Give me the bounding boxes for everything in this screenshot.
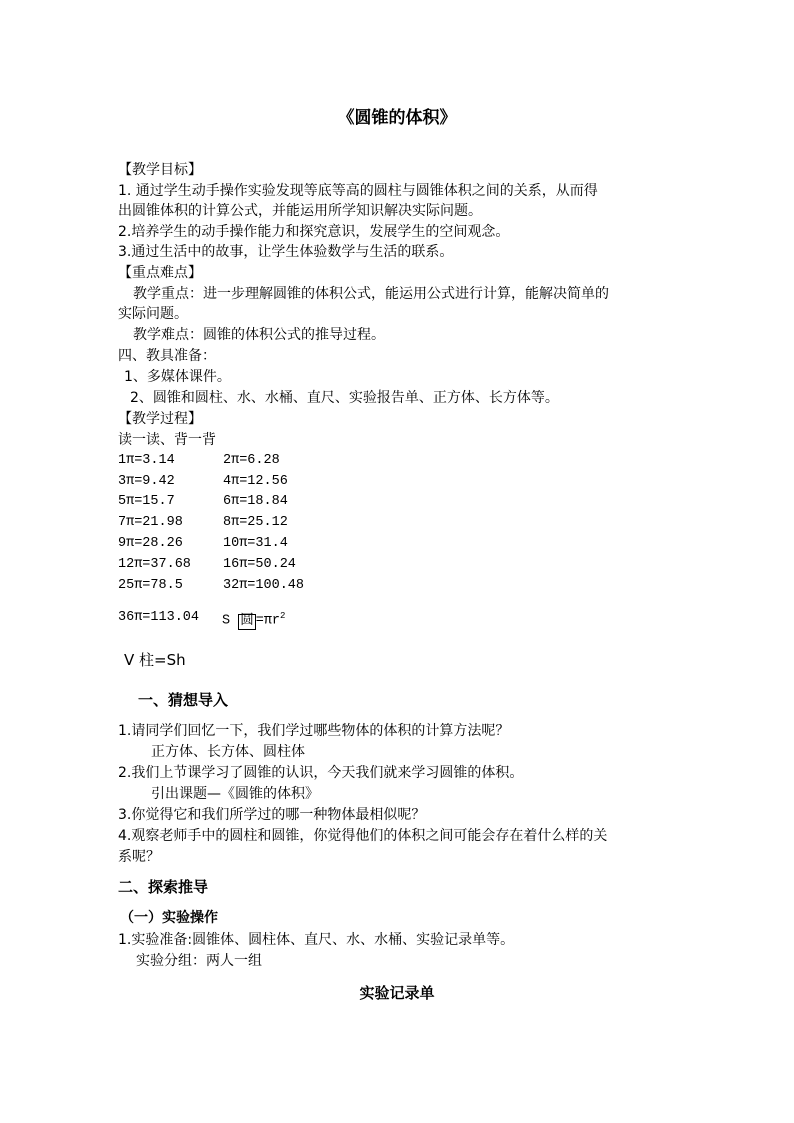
pi-cell: 16π=50.24 <box>223 557 296 572</box>
key-points-heading: 【重点难点】 <box>118 265 202 281</box>
materials-heading: 四、教具准备： <box>118 348 216 364</box>
pi-cell: 10π=31.4 <box>223 536 288 551</box>
objective-3: 3.通过生活中的故事，让学生体验数学与生活的联系。 <box>118 244 454 260</box>
section-1-answer-2: 引出课题—《圆锥的体积》 <box>151 786 319 802</box>
area-formula-exponent: 2 <box>280 611 286 621</box>
pi-cell: 1π=3.14 <box>118 453 175 468</box>
focus-line-1: 教学重点：进一步理解圆锥的体积公式，能运用公式进行计算，能解决简单的 <box>133 286 609 302</box>
pi-cell: 5π=15.7 <box>118 494 175 509</box>
pi-cell: 6π=18.84 <box>223 494 288 509</box>
cylinder-volume-formula: V 柱=Sh <box>124 651 186 669</box>
recite-label: 读一读、背一背 <box>118 432 216 448</box>
section-1-question-4-line-2: 系呢？ <box>118 849 160 865</box>
pi-cell: 25π=78.5 <box>118 578 183 593</box>
section-2-group: 实验分组：两人一组 <box>136 953 262 969</box>
section-2-subheading: （一）实验操作 <box>120 910 218 926</box>
objective-1-line-2: 出圆锥体积的计算公式，并能运用所学知识解决实际问题。 <box>118 203 482 219</box>
pi-cell: 2π=6.28 <box>223 453 280 468</box>
pi-cell: 7π=21.98 <box>118 515 183 530</box>
section-2-prep: 1.实验准备:圆锥体、圆柱体、直尺、水、水桶、实验记录单等。 <box>118 932 515 948</box>
process-heading: 【教学过程】 <box>118 411 202 427</box>
document-title: 《圆锥的体积》 <box>337 108 457 128</box>
focus-line-2: 实际问题。 <box>118 306 188 322</box>
pi-cell: 3π=9.42 <box>118 474 175 489</box>
area-formula-rest: =πr <box>255 613 281 629</box>
area-formula-boxed-char: 圆 <box>240 613 254 629</box>
section-1-answer-1: 正方体、长方体、圆柱体 <box>151 744 305 760</box>
pi-cell: 8π=25.12 <box>223 515 288 530</box>
section-1-question-3: 3.你觉得它和我们所学过的哪一种物体最相似呢？ <box>118 807 426 823</box>
pi-cell: 12π=37.68 <box>118 557 191 572</box>
section-1-question-1: 1.请同学们回忆一下，我们学过哪些物体的体积的计算方法呢？ <box>118 723 510 739</box>
pi-cell: 32π=100.48 <box>223 578 305 593</box>
section-1-question-4-line-1: 4.观察老师手中的圆柱和圆锥，你觉得他们的体积之间可能会存在着什么样的关 <box>118 828 608 844</box>
area-formula-s: S <box>222 613 231 629</box>
record-sheet-title: 实验记录单 <box>359 984 435 1002</box>
objective-2: 2.培养学生的动手操作能力和探究意识，发展学生的空间观念。 <box>118 224 510 240</box>
pi-cell: 4π=12.56 <box>223 474 288 489</box>
section-2-heading: 二、探索推导 <box>118 878 209 896</box>
objectives-heading: 【教学目标】 <box>118 162 202 178</box>
materials-item-1: 1、多媒体课件。 <box>124 369 231 385</box>
section-1-question-2: 2.我们上节课学习了圆锥的认识，今天我们就来学习圆锥的体积。 <box>118 765 524 781</box>
section-1-heading: 一、猜想导入 <box>138 691 229 709</box>
difficulty-line: 教学难点：圆锥的体积公式的推导过程。 <box>133 327 385 343</box>
pi-cell: 9π=28.26 <box>118 536 183 551</box>
pi-cell-last: 36π=113.04 <box>118 610 200 625</box>
area-formula <box>222 606 285 632</box>
objective-1-line-1: 1. 通过学生动手操作实验发现等底等高的圆柱与圆锥体积之间的关系，从而得 <box>118 183 598 199</box>
materials-item-2: 2、圆锥和圆柱、水、水桶、直尺、实验报告单、正方体、长方体等。 <box>130 390 559 406</box>
